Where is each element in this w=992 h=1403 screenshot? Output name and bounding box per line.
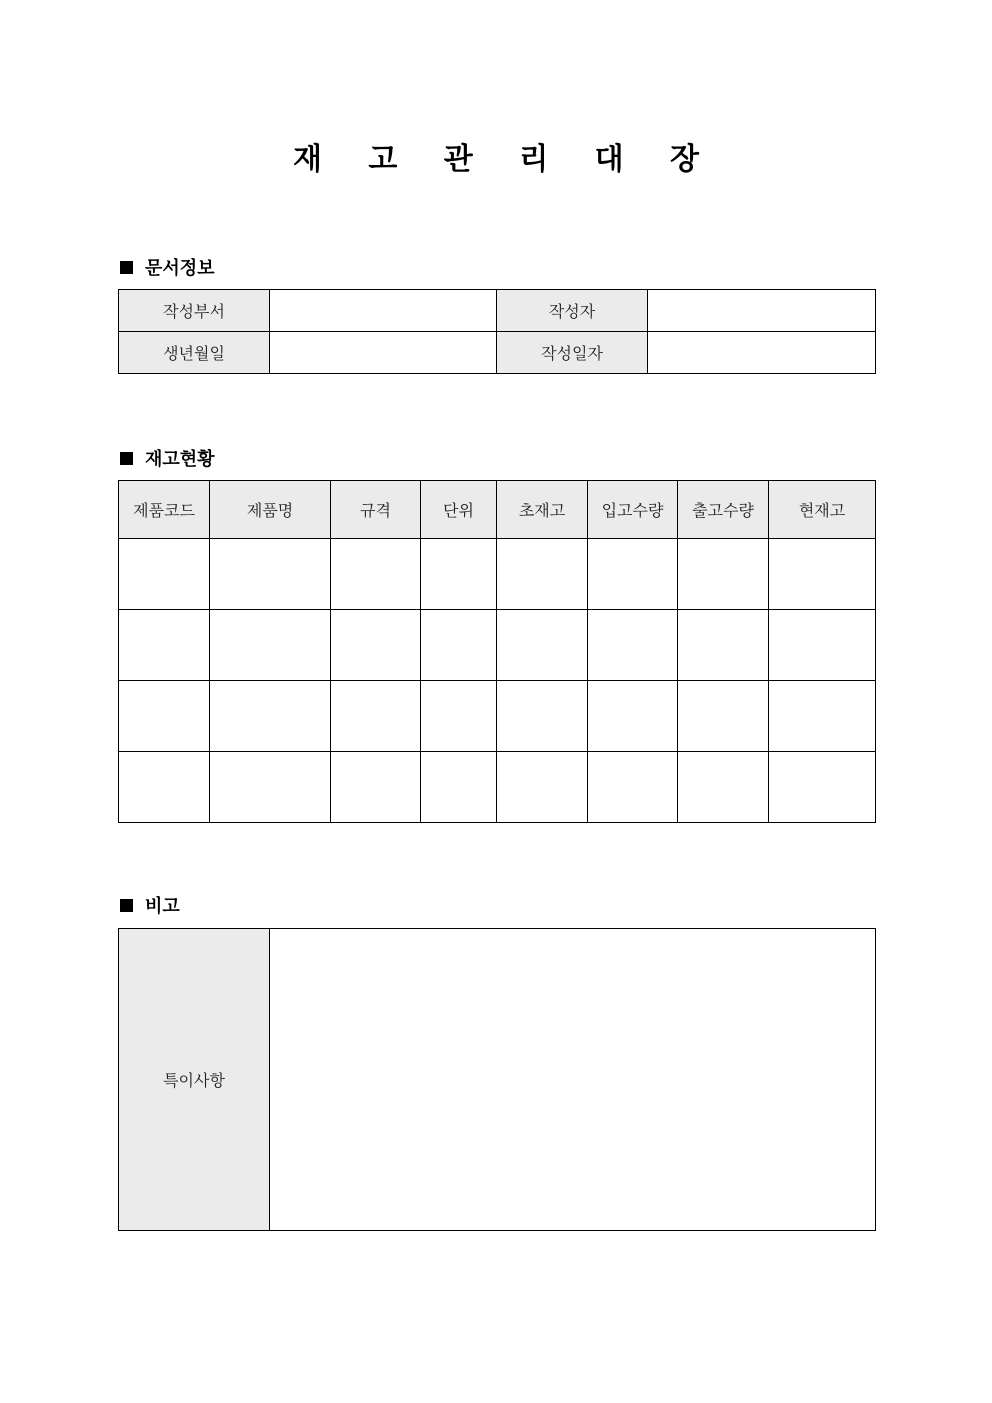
table-cell[interactable] (769, 610, 876, 681)
column-header: 현재고 (769, 481, 876, 539)
table-cell[interactable] (678, 610, 769, 681)
column-header: 출고수량 (678, 481, 769, 539)
table-cell[interactable] (588, 752, 678, 823)
table-cell[interactable] (119, 681, 210, 752)
table-cell[interactable] (769, 752, 876, 823)
table-row (119, 332, 876, 374)
table-cell[interactable] (421, 752, 497, 823)
department-field[interactable] (270, 290, 497, 332)
column-header: 규격 (331, 481, 421, 539)
remarks-field[interactable] (270, 929, 876, 1231)
square-bullet-icon (120, 899, 133, 912)
section-heading-label: 문서정보 (145, 258, 215, 279)
birthdate-field[interactable] (270, 332, 497, 374)
table-cell[interactable] (119, 610, 210, 681)
table-cell[interactable] (497, 539, 588, 610)
section-heading-label: 비고 (145, 896, 180, 917)
table-cell[interactable] (421, 539, 497, 610)
author-label: 작성자 (497, 290, 648, 332)
remarks-label: 특이사항 (119, 929, 270, 1231)
table-cell[interactable] (588, 681, 678, 752)
square-bullet-icon (120, 261, 133, 274)
remarks-table (118, 928, 876, 1231)
table-cell[interactable] (497, 681, 588, 752)
section-heading-label: 재고현황 (145, 449, 215, 470)
table-cell[interactable] (678, 752, 769, 823)
table-cell[interactable] (588, 539, 678, 610)
stock-table (118, 480, 876, 823)
table-cell[interactable] (331, 752, 421, 823)
table-row (119, 539, 876, 610)
table-cell[interactable] (421, 610, 497, 681)
table-row (119, 681, 876, 752)
table-header-row (119, 481, 876, 539)
table-row (119, 929, 876, 1231)
table-row (119, 610, 876, 681)
table-cell[interactable] (588, 610, 678, 681)
table-cell[interactable] (497, 752, 588, 823)
department-label: 작성부서 (119, 290, 270, 332)
table-cell[interactable] (210, 539, 331, 610)
table-cell[interactable] (119, 752, 210, 823)
table-cell[interactable] (210, 610, 331, 681)
table-cell[interactable] (769, 681, 876, 752)
table-cell[interactable] (678, 681, 769, 752)
table-cell[interactable] (210, 752, 331, 823)
table-cell[interactable] (497, 610, 588, 681)
table-cell[interactable] (331, 539, 421, 610)
column-header: 단위 (421, 481, 497, 539)
date-field[interactable] (648, 332, 876, 374)
column-header: 초재고 (497, 481, 588, 539)
column-header: 제품코드 (119, 481, 210, 539)
table-cell[interactable] (210, 681, 331, 752)
table-cell[interactable] (119, 539, 210, 610)
square-bullet-icon (120, 452, 133, 465)
table-cell[interactable] (421, 681, 497, 752)
column-header: 입고수량 (588, 481, 678, 539)
table-row (119, 752, 876, 823)
birthdate-label: 생년월일 (119, 332, 270, 374)
table-row (119, 290, 876, 332)
date-label: 작성일자 (497, 332, 648, 374)
section-heading-remarks (118, 892, 180, 918)
page-title: 재 고 관 리 대 장 (292, 142, 718, 177)
table-cell[interactable] (678, 539, 769, 610)
section-heading-doc-info (118, 254, 215, 280)
author-field[interactable] (648, 290, 876, 332)
section-heading-stock (118, 445, 215, 471)
table-cell[interactable] (331, 681, 421, 752)
table-cell[interactable] (769, 539, 876, 610)
doc-info-table (118, 289, 876, 374)
column-header: 제품명 (210, 481, 331, 539)
table-cell[interactable] (331, 610, 421, 681)
